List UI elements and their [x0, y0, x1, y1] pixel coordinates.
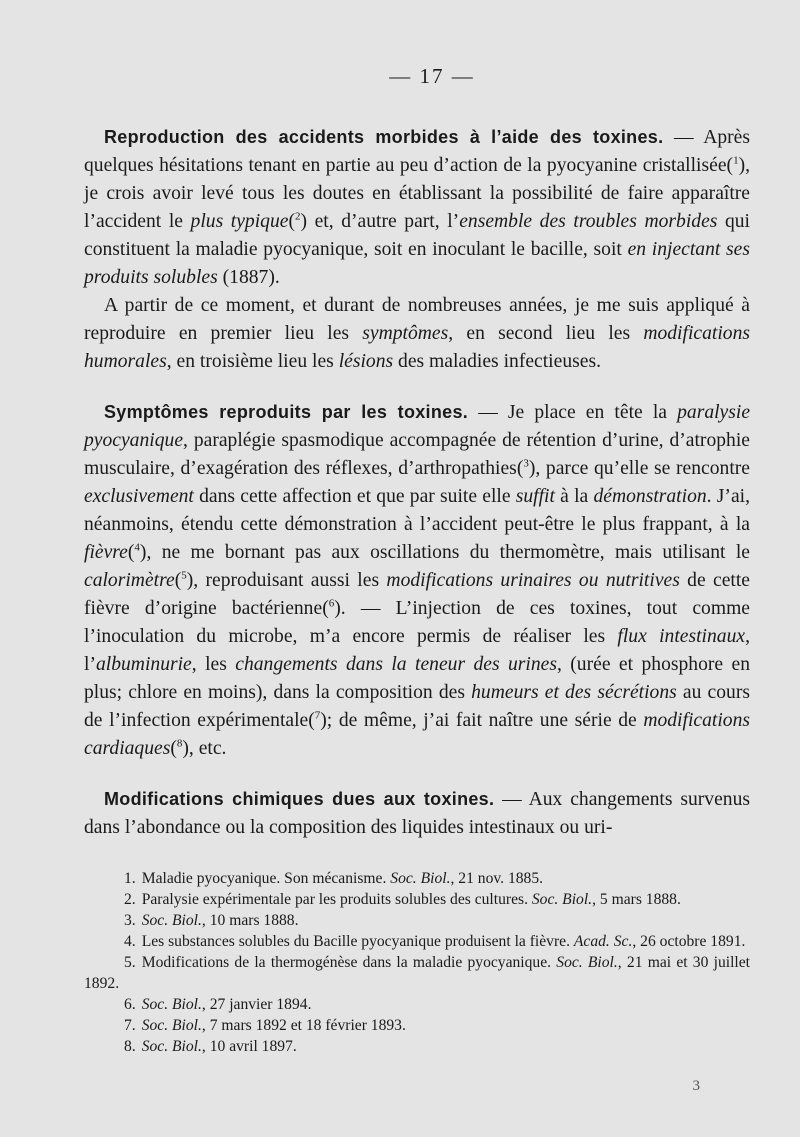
footnote: 6. Soc. Biol., 27 janvier 1894.: [124, 996, 312, 1013]
section-paragraph: Modifications chimiques dues aux toxines. — Aux changements survenus dans l’abondance ou la composition des liquides intestinaux ou uri-: [84, 789, 751, 838]
emphasis: symptômes: [362, 323, 449, 344]
footnote-ref: 3: [523, 457, 529, 470]
footnote-ref: 7: [314, 709, 321, 722]
section-reproduction: [84, 123, 750, 376]
footnote-ref: 6: [328, 597, 335, 610]
footnote: 5. Modifications de la thermogénèse dans la maladie pyocyanique. Soc. Biol., 21 mai et 30 juillet 1892.: [84, 954, 750, 992]
footnote: 8. Soc. Biol., 10 avril 1897.: [124, 1038, 297, 1055]
footnote: 7. Soc. Biol., 7 mars 1892 et 18 février 1893.: [124, 1017, 406, 1034]
footnotes: [84, 868, 750, 1057]
emphasis: démonstration: [593, 486, 707, 507]
section-symptomes: [84, 398, 750, 763]
footnote: 1. Maladie pyocyanique. Son mécanisme. Soc. Biol., 21 nov. 1885.: [124, 870, 544, 887]
footnote-ref: 8: [176, 737, 183, 750]
page-number-header: — 17 —: [389, 64, 475, 88]
section-paragraph: A partir de ce moment, et durant de nombreuses années, je me suis appliqué à reproduire en premier lieu les symptômes, en second lieu les modifications humorales, en troisième lieu les lésions des maladies infectieuses.: [84, 295, 750, 372]
emphasis: modifications cardiaques: [84, 710, 750, 759]
section-paragraph: Reproduction des accidents morbides à l’aide des toxines. — Après quelques hésitations tenant en partie au peu d’action de la pyocyanine cristallisée($^1$), je crois avoir levé tous les doutes en établissant la possibilité de faire apparaître l’accident le plus typique($^2$) et, d’autre part, l’ensemble des troubles morbides qui constituent la maladie pyocyanique, soit en inoculant le bacille, soit en injectant ses produits solubles (1887).: [84, 127, 751, 288]
emphasis: lésions: [338, 351, 394, 372]
footnote: 4. Les substances solubles du Bacille pyocyanique produisent la fièvre. Acad. Sc., 26 octobre 1891.: [124, 933, 746, 950]
folio-number: 3: [692, 1078, 700, 1094]
emphasis: albuminurie: [95, 654, 192, 675]
emphasis: exclusivement: [84, 486, 194, 507]
emphasis: calorimètre: [84, 570, 175, 591]
section-modifications-chimiques: [84, 785, 750, 842]
footnote: 3. Soc. Biol., 10 mars 1888.: [124, 912, 299, 929]
emphasis: changements dans la teneur des urines: [235, 654, 557, 675]
footnote: 2. Paralysie expérimentale par les produits solubles des cultures. Soc. Biol., 5 mars 1888.: [124, 891, 681, 908]
emphasis: plus typique: [190, 211, 289, 232]
emphasis: paralysie pyocyanique: [84, 402, 751, 451]
emphasis: suffit: [515, 486, 555, 507]
emphasis: ensemble des troubles morbides: [459, 211, 718, 232]
footnote-ref: 2: [295, 210, 301, 223]
section-title: Symptômes reproduits par les toxines.: [104, 402, 469, 422]
section-paragraph: Symptômes reproduits par les toxines. — Je place en tête la paralysie pyocyanique, paraplégie spasmodique accompagnée de rétention d’urine, d’atrophie musculaire, d’exagération des réflexes, d’arthropathies($^3$), parce qu’elle se rencontre exclusivement dans cette affection et que par suite elle suffit à la démonstration. J’ai, néanmoins, étendu cette démonstration à l’accident peut-être le plus frappant, à la fièvre($^4$), ne me bornant pas aux oscillations du thermomètre, mais utilisant le calorimètre($^5$), reproduisant aussi les modifications urinaires ou nutritives de cette fièvre d’origine bactérienne($^6$). — L’injection de ces toxines, tout comme l’inoculation du microbe, m’a encore permis de réaliser les flux intestinaux, l’albuminurie, les changements dans la teneur des urines, (urée et phosphore en plus; chlore en moins), dans la composition des humeurs et des sécrétions au cours de l’infection expérimentale($^7$); de même, j’ai fait naître une série de modifications cardiaques($^8$), etc.: [84, 402, 751, 759]
emphasis: modifications humorales: [84, 323, 750, 372]
section-title: Reproduction des accidents morbides à l’aide des toxines.: [104, 127, 664, 147]
footnote-ref: 1: [733, 154, 739, 167]
emphasis: en injectant ses produits solubles: [84, 239, 751, 288]
emphasis: flux intestinaux: [617, 626, 746, 647]
emphasis: modifications urinaires ou nutritives: [386, 570, 680, 591]
footnote-ref: 4: [134, 541, 140, 554]
section-title: Modifications chimiques dues aux toxines.: [104, 789, 495, 809]
footnote-ref: 5: [181, 569, 187, 582]
emphasis: humeurs et des sécrétions: [471, 682, 677, 703]
emphasis: fièvre: [84, 542, 128, 563]
